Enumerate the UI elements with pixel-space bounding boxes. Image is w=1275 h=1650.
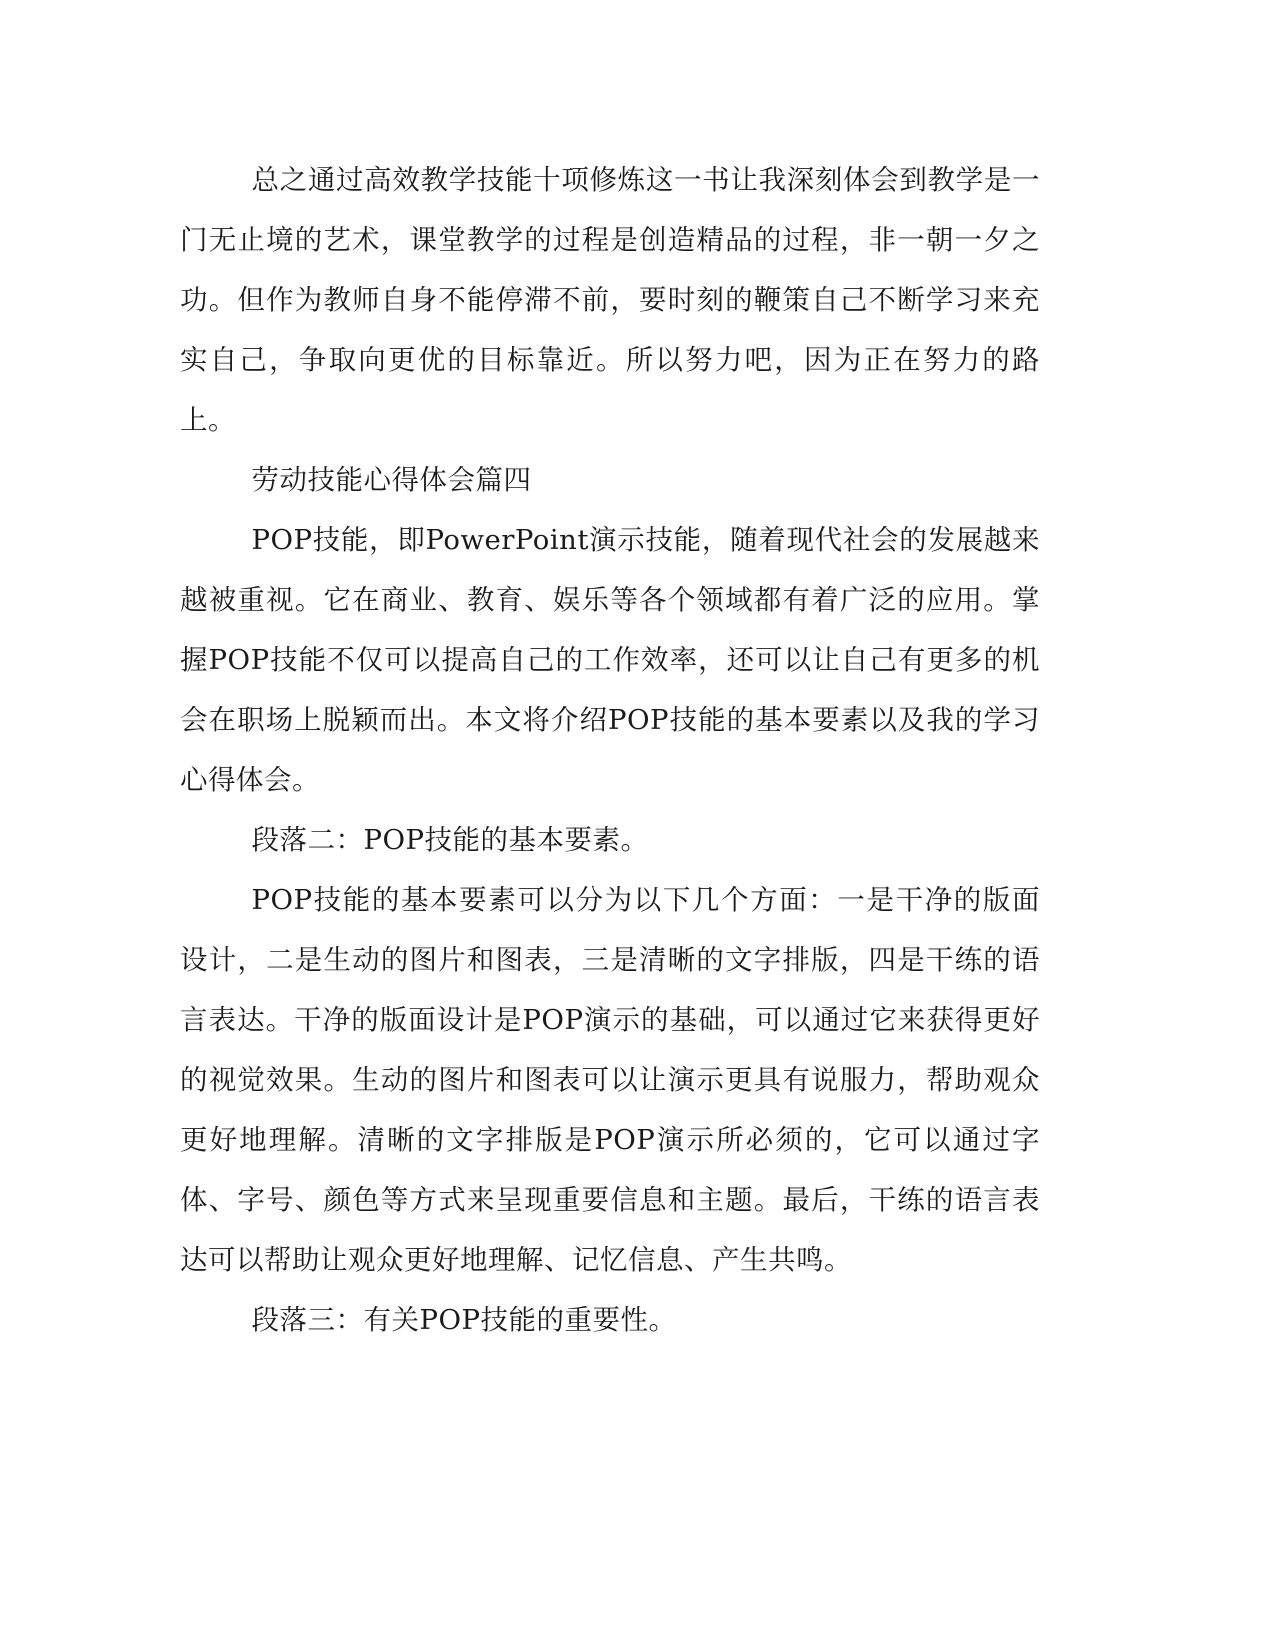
subheading-paragraph-three: 段落三：有关POP技能的重要性。 [251, 1304, 677, 1336]
paragraph-basic-elements: POP技能的基本要素可以分为以下几个方面：一是干净的版面设计，二是生动的图片和图表，三是清晰的文字排版，四是干练的语言表达。干净的版面设计是POP演示的基础，可以通过它来获得更好的视觉效果。生动的图片和图表可以让演示更具有说服力，帮助观众更好地理解。清晰的文字排版是POP演示所必须的，它可以通过字体、字号、颜色等方式来呈现重要信息和主题。最后，干练的语言表达可以帮助让观众更好地理解、记忆信息、产生共鸣。 [180, 884, 1040, 1276]
paragraph-conclusion: 总之通过高效教学技能十项修炼这一书让我深刻体会到教学是一门无止境的艺术，课堂教学的过程是创造精品的过程，非一朝一夕之功。但作为教师自身不能停滞不前，要时刻的鞭策自己不断学习来充实自己，争取向更优的目标靠近。所以努力吧，因为正在努力的路上。 [180, 164, 1040, 436]
section-heading: 劳动技能心得体会篇四 [251, 464, 532, 496]
document-page [180, 150, 1040, 1350]
paragraph-intro: POP技能，即PowerPoint演示技能，随着现代社会的发展越来越被重视。它在商业、教育、娱乐等各个领域都有着广泛的应用。掌握POP技能不仅可以提高自己的工作效率，还可以让自己有更多的机会在职场上脱颖而出。本文将介绍POP技能的基本要素以及我的学习心得体会。 [180, 524, 1040, 796]
subheading-paragraph-two: 段落二：POP技能的基本要素。 [251, 824, 649, 856]
